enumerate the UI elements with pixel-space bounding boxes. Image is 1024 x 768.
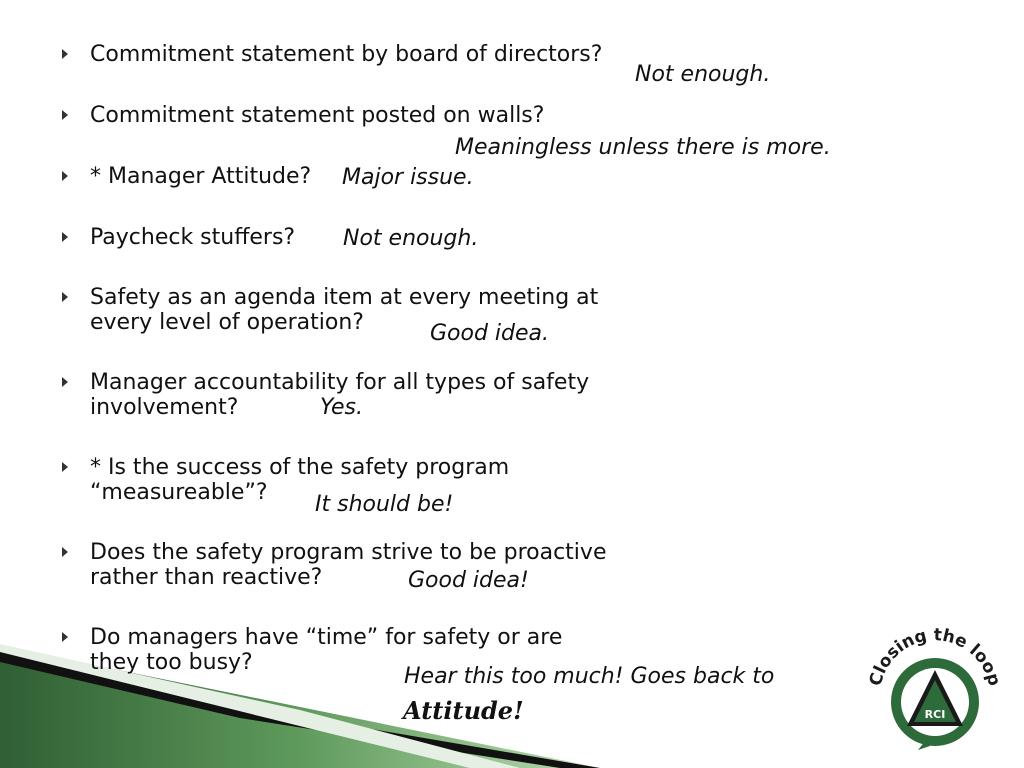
answer-9-emphasis: Attitude! bbox=[403, 696, 524, 725]
question-4-line-1: Paycheck stuffers? bbox=[90, 225, 296, 250]
answer-1: Not enough. bbox=[635, 62, 771, 87]
question-2-line-1: Commitment statement posted on walls? bbox=[90, 103, 545, 128]
bullet-marker-8 bbox=[62, 547, 68, 557]
bullet-marker-4 bbox=[62, 232, 68, 242]
question-6-line-2: involvement? bbox=[90, 395, 239, 420]
answer-2: Meaningless unless there is more. bbox=[455, 135, 831, 160]
bullet-marker-2 bbox=[62, 110, 68, 120]
question-7-line-1: * Is the success of the safety program bbox=[90, 455, 510, 480]
question-8-line-1: Does the safety program strive to be proactive bbox=[90, 540, 607, 565]
question-6-line-1: Manager accountability for all types of safety bbox=[90, 370, 590, 395]
bullet-marker-9 bbox=[62, 632, 68, 642]
logo-letters: RCI bbox=[924, 708, 946, 721]
question-5-line-1: Safety as an agenda item at every meeting at bbox=[90, 285, 599, 310]
closing-the-loop-logo bbox=[860, 618, 1010, 758]
answer-8: Good idea! bbox=[408, 568, 529, 593]
question-9-line-1: Do managers have “time” for safety or are bbox=[90, 625, 563, 650]
bullet-marker-5 bbox=[62, 292, 68, 302]
question-9-line-2: they too busy? bbox=[90, 650, 253, 675]
answer-5: Good idea. bbox=[430, 321, 550, 346]
question-1-line-1: Commitment statement by board of directors? bbox=[90, 42, 603, 67]
answer-3: Major issue. bbox=[342, 165, 474, 190]
answer-9: Hear this too much! Goes back to bbox=[404, 664, 775, 689]
question-7-line-2: “measureable”? bbox=[90, 480, 268, 505]
question-3 bbox=[90, 164, 311, 189]
bullet-marker-1 bbox=[62, 49, 68, 59]
bullet-marker-7 bbox=[62, 462, 68, 472]
question-1 bbox=[90, 42, 602, 67]
question-5-line-2: every level of operation? bbox=[90, 310, 364, 335]
question-8-line-2: rather than reactive? bbox=[90, 565, 323, 590]
question-3-line-1: * Manager Attitude? bbox=[90, 164, 312, 189]
question-2 bbox=[90, 103, 544, 128]
question-4 bbox=[90, 225, 295, 250]
answer-4: Not enough. bbox=[343, 226, 479, 251]
answer-6: Yes. bbox=[320, 395, 364, 420]
bullet-marker-6 bbox=[62, 377, 68, 387]
logo-text: Closing the loop bbox=[865, 625, 1005, 689]
question-8 bbox=[90, 540, 606, 590]
bullet-marker-3 bbox=[62, 171, 68, 181]
answer-7: It should be! bbox=[315, 492, 454, 517]
